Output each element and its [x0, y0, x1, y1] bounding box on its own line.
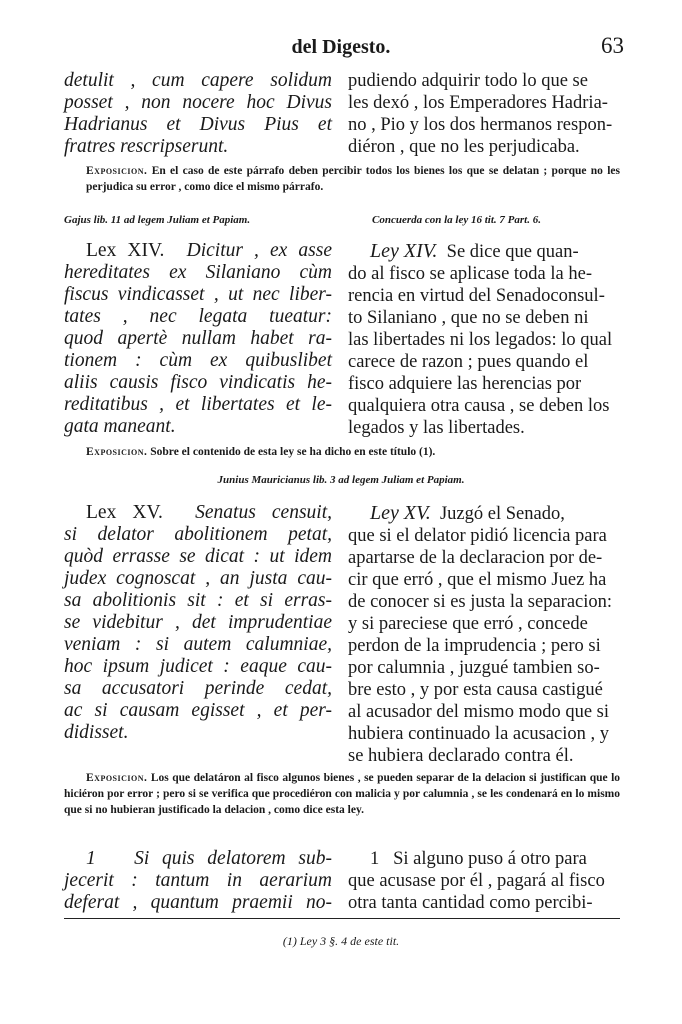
- footnote-rule: [64, 918, 620, 919]
- source-citation-center: Junius Mauricianus lib. 3 ad legem Juliam et Papiam.: [217, 474, 465, 486]
- spanish-text-lex14: [348, 240, 620, 439]
- text-line: si delator abolitionem petat,: [64, 524, 332, 545]
- text-line: fisco adquiere las herencias por: [348, 374, 582, 394]
- text-line: do al fisco se aplicase toda la he-: [348, 264, 592, 284]
- text-line: que acusase por él , pagará al fisco: [348, 871, 605, 891]
- running-header: del Digesto.: [291, 36, 391, 58]
- law-heading: Lex XV.: [86, 502, 163, 523]
- latin-text-lex14: [64, 240, 332, 438]
- spanish-text-block1: [348, 70, 620, 158]
- text-line: judex cognoscat , an justa cau-: [64, 568, 332, 589]
- text-line: diéron , que no les perjudicaba.: [348, 137, 580, 157]
- text-line: rencia en virtud del Senadoconsul-: [348, 286, 605, 306]
- text-line: legados y las libertades.: [348, 418, 525, 438]
- law-heading: Ley XV.: [370, 502, 431, 524]
- spanish-text-para1: [348, 848, 620, 914]
- exposicion-text: Sobre el contenido de esta ley se ha dicho en este título (1).: [150, 446, 436, 458]
- text-fragment: Dicitur , ex asse: [186, 240, 332, 261]
- exposicion-text: En el caso de este párrafo deben percibir todos los bienes los que se delatan ; porque no les perjudica su error , como dice el mismo párrafo.: [86, 165, 620, 193]
- exposicion-3: [64, 770, 620, 818]
- text-line: quòd errasse se dicat : ut idem: [64, 546, 332, 567]
- text-line: no , Pio y los dos hermanos respon-: [348, 115, 613, 135]
- text-line: qualquiera otra causa , se deben los: [348, 396, 610, 416]
- text-fragment: Si alguno puso á otro para: [393, 849, 587, 869]
- text-line: sa abolitionis sit : et si erras-: [64, 590, 332, 611]
- text-line: [64, 848, 332, 870]
- text-line: ac si causam egisset , et per-: [64, 700, 332, 721]
- source-citation-left: Gajus lib. 11 ad legem Juliam et Papiam.: [64, 214, 251, 226]
- law-heading: Ley XIV.: [370, 240, 438, 262]
- text-line: apartarse de la declaracion por de-: [348, 548, 603, 568]
- law-heading: Lex XIV.: [86, 240, 165, 261]
- text-line: didisset.: [64, 722, 129, 743]
- text-line: les dexó , los Emperadores Hadria-: [348, 93, 608, 113]
- exposicion-2: [86, 444, 620, 460]
- exposicion-label: Exposicion.: [86, 446, 148, 458]
- exposicion-1: [86, 163, 620, 195]
- text-line: [348, 240, 620, 263]
- text-line: [64, 502, 332, 524]
- text-line: posset , non nocere hoc Divus: [64, 92, 332, 113]
- text-line: al acusador del mismo modo que si: [348, 702, 610, 722]
- text-line: tates , nec legata tueatur:: [64, 306, 332, 327]
- text-line: Hadrianus et Divus Pius et: [64, 114, 332, 135]
- text-line: sa accusatori perinde cedat,: [64, 678, 332, 699]
- text-line: de conocer si es justa la separacion:: [348, 592, 613, 612]
- text-line: otra tanta cantidad como percibi-: [348, 893, 593, 913]
- text-line: quod apertè nullam habet ra-: [64, 328, 332, 349]
- text-line: tionem : cùm ex quibuslibet: [64, 350, 332, 371]
- text-line: [348, 848, 620, 870]
- text-line: jecerit : tantum in aerarium: [64, 870, 332, 891]
- latin-text-block1: [64, 70, 332, 158]
- exposicion-text: Los que delatáron al fisco algunos bienes , se pueden separar de la delacion si justifican que lo hiciéron por error ; pero si se verifica que procediéron con malicia y por calumnia , se les condenará en lo mismo que si no hubieran justificado la delacion , como dice esta ley.: [64, 772, 621, 816]
- latin-text-para1: [64, 848, 332, 914]
- text-line: que si el delator pidió licencia para: [348, 526, 607, 546]
- text-line: [348, 502, 620, 525]
- text-line: detulit , cum capere solidum: [64, 70, 332, 91]
- text-line: carece de razon ; pues quando el: [348, 352, 589, 372]
- text-fragment: Juzgó el Senado,: [439, 504, 565, 524]
- text-line: to Silaniano , que no se deben ni: [348, 308, 589, 328]
- text-line: bre esto , y por esta causa castigué: [348, 680, 603, 700]
- text-line: fiscus vindicasset , ut nec liber-: [64, 284, 332, 305]
- text-line: pudiendo adquirir todo lo que se: [348, 71, 588, 91]
- text-line: se hubiera declarado contra él.: [348, 746, 574, 766]
- text-line: perdon de la imprudencia ; pero si: [348, 636, 601, 656]
- source-citation-right: Concuerda con la ley 16 tit. 7 Part. 6.: [372, 214, 541, 226]
- page-number: 63: [601, 33, 624, 58]
- text-fragment: Si quis delatorem sub-: [134, 848, 332, 869]
- text-fragment: Senatus censuit,: [195, 502, 332, 523]
- text-fragment: Se dice que quan-: [446, 242, 579, 262]
- text-line: reditatibus , et libertates et le-: [64, 394, 332, 415]
- paragraph-number: 1: [86, 848, 96, 869]
- text-line: por calumnia , juzgué tambien so-: [348, 658, 600, 678]
- text-line: deferat , quantum praemii no-: [64, 892, 332, 913]
- text-line: aliis causis fisco vindicatis he-: [64, 372, 332, 393]
- text-line: se videbitur , det imprudentiae: [64, 612, 332, 633]
- spanish-text-lex15: [348, 502, 620, 767]
- text-line: hoc ipsum judicet : eaque cau-: [64, 656, 332, 677]
- text-line: [64, 240, 332, 262]
- text-line: hubiera continuado la acusacion , y: [348, 724, 609, 744]
- text-line: hereditates ex Silaniano cùm: [64, 262, 332, 283]
- text-line: veniam : si autem calumniae,: [64, 634, 332, 655]
- footnote: (1) Ley 3 §. 4 de este tit.: [282, 934, 400, 948]
- latin-text-lex15: [64, 502, 332, 744]
- text-line: y si pareciese que erró , concede: [348, 614, 588, 634]
- text-line: las libertades ni los legados: lo qual: [348, 330, 613, 350]
- text-line: fratres rescripserunt.: [64, 136, 229, 157]
- paragraph-number: 1: [370, 849, 380, 869]
- exposicion-label: Exposicion.: [86, 165, 148, 177]
- text-line: gata maneant.: [64, 416, 176, 437]
- text-line: cir que erró , que el mismo Juez ha: [348, 570, 607, 590]
- exposicion-label: Exposicion.: [86, 772, 148, 784]
